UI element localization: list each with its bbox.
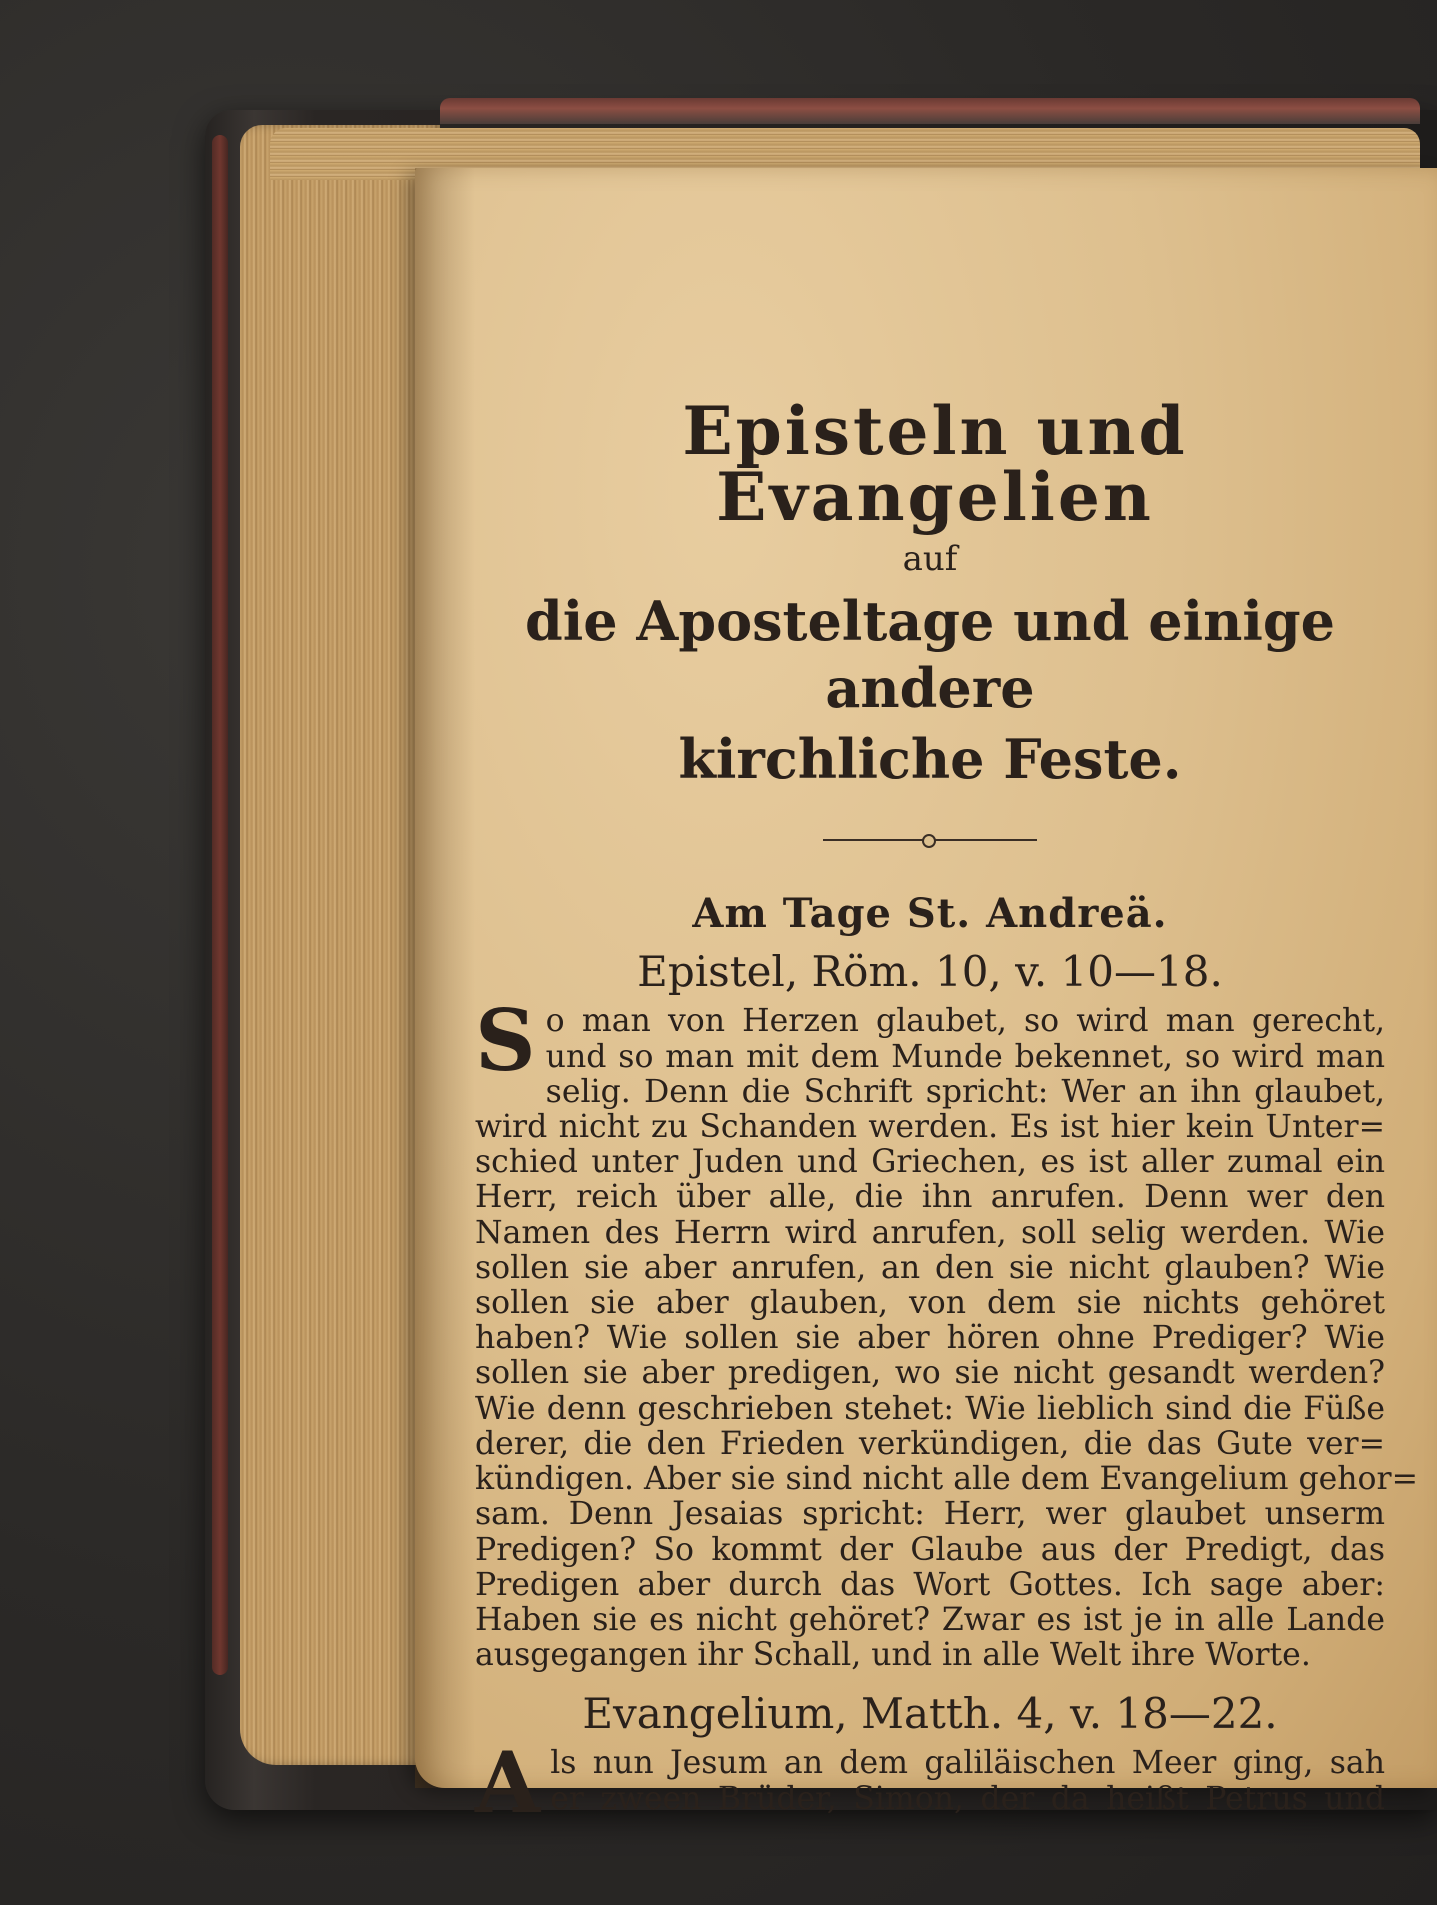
text-line: schied unter Juden und Griechen, es ist aller zumal ein xyxy=(475,1144,1385,1181)
text-line: wird nicht zu Schanden werden. Es ist hier kein Unter= xyxy=(475,1109,1385,1146)
text-line: ausgegangen ihr Schall, und in alle Welt ihre Worte. xyxy=(475,1637,1311,1674)
book-top-edge xyxy=(440,98,1420,124)
ornament-divider xyxy=(823,830,1037,850)
text-line: Predigen aber durch das Wort Gottes. Ich sage aber: xyxy=(475,1566,1385,1603)
book-page xyxy=(415,168,1437,1833)
text-line: er zween Brüder, Simon, der da heißt Petrus und xyxy=(550,1780,1385,1817)
text-line: Haben sie es nicht gehöret? Zwar es ist je in alle Lande xyxy=(475,1601,1385,1638)
epistle-heading: Epistel, Röm. 10, v. 10—18. xyxy=(637,947,1223,997)
divider-circle xyxy=(922,834,936,848)
gospel-heading: Evangelium, Matth. 4, v. 18—22. xyxy=(582,1689,1278,1739)
text-line: Herr, reich über alle, die ihn anrufen. Denn wer den xyxy=(475,1179,1385,1216)
text-line: sam. Denn Jesaias spricht: Herr, wer glaubet unserm xyxy=(475,1496,1385,1533)
text-line: Wie denn geschrieben stehet: Wie lieblich sind die Füße xyxy=(475,1390,1385,1427)
page-block-edges xyxy=(240,125,440,1765)
page-title: Episteln und Evangelien xyxy=(682,392,1188,536)
text-line: derer, die den Frieden verkündigen, die das Gute ver= xyxy=(475,1425,1385,1462)
text-line: selig. Denn die Schrift spricht: Wer an ihn glaubet, xyxy=(545,1073,1385,1110)
text-line: sollen sie aber anrufen, an den sie nicht glauben? Wie xyxy=(475,1249,1385,1286)
text-line: Predigen? So kommt der Glaube aus der Predigt, das xyxy=(475,1531,1385,1568)
text-line: kündigen. Aber sie sind nicht alle dem Evangelium gehor= xyxy=(475,1461,1418,1498)
text-line: und so man mit dem Munde bekennet, so wird man xyxy=(545,1038,1385,1075)
page-content xyxy=(475,392,1418,1833)
epistle-dropcap: S xyxy=(475,991,536,1091)
epistle-text xyxy=(475,991,1418,1674)
text-line: o man von Herzen glaubet, so wird man gerecht, xyxy=(545,1003,1385,1040)
book-spine xyxy=(212,135,228,1675)
subtitle-line-1: die Aposteltage und einige andere xyxy=(525,588,1335,720)
subtitle-line-2: kirchliche Feste. xyxy=(678,726,1182,791)
gospel-opening xyxy=(475,1733,1385,1833)
title-connector: auf xyxy=(902,539,958,579)
epistle-opening xyxy=(475,991,1385,1091)
gospel-dropcap: A xyxy=(475,1733,541,1833)
text-line: sollen sie aber predigen, wo sie nicht gesandt werden? xyxy=(475,1355,1385,1392)
text-line: haben? Wie sollen sie aber hören ohne Prediger? Wie xyxy=(475,1320,1385,1357)
gospel-text xyxy=(475,1733,1385,1833)
text-line: sollen sie aber glauben, von dem sie nichts gehöret xyxy=(475,1285,1385,1322)
text-line: Namen des Herrn wird anrufen, soll selig werden. Wie xyxy=(475,1214,1385,1251)
section-heading: Am Tage St. Andreä. xyxy=(692,890,1168,938)
text-line: ls nun Jesum an dem galiläischen Meer ging, sah xyxy=(550,1745,1385,1782)
